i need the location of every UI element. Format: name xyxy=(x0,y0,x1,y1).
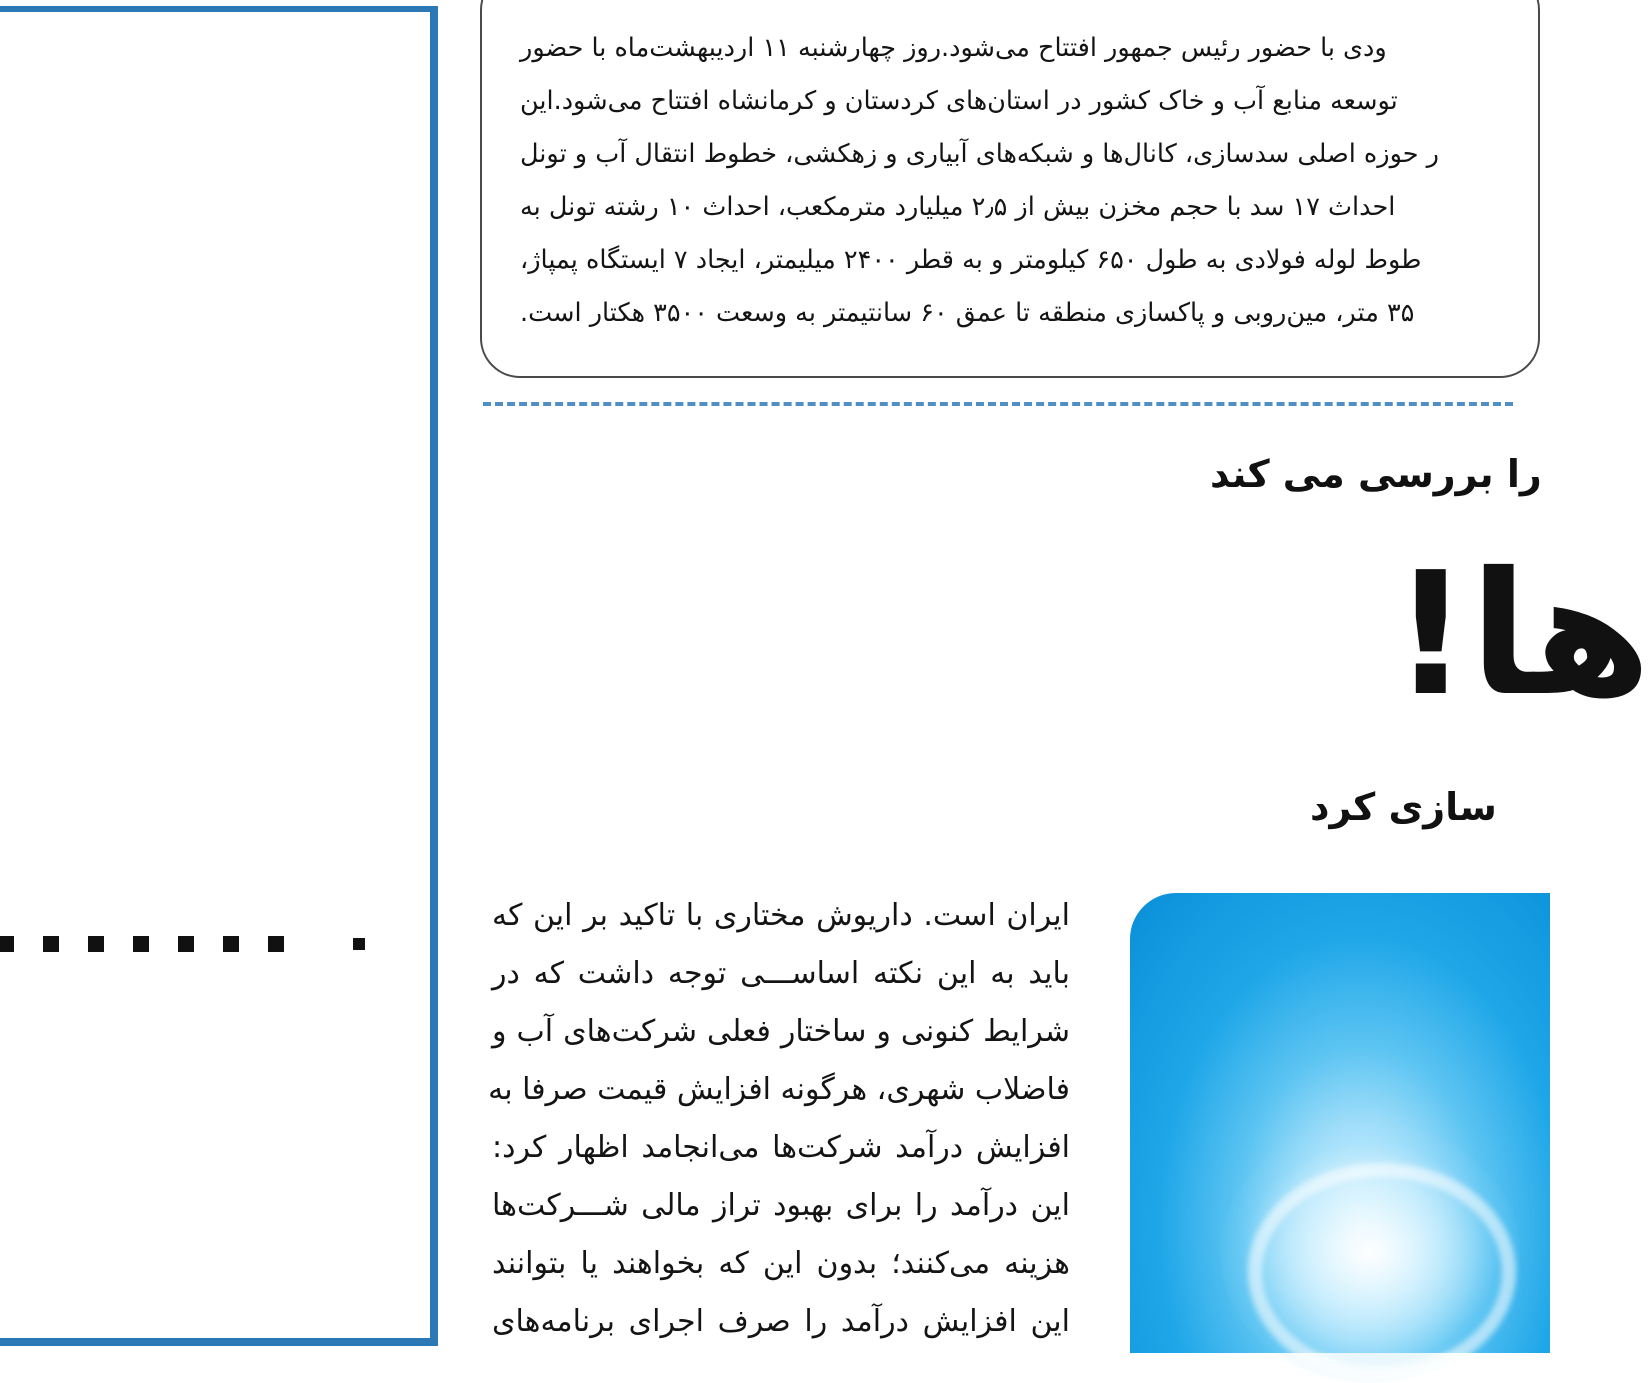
dashed-divider xyxy=(483,402,1513,406)
story-text-line: احداث ۱۷ سد با حجم مخزن بیش از ۲٫۵ میلیارد مترمکعب، احداث ۱۰ رشته تونل به xyxy=(520,192,1396,222)
news-text-line xyxy=(0,868,430,908)
photo-bulb-ring xyxy=(1248,1163,1516,1381)
news-text-line xyxy=(0,1092,430,1132)
left-news-column xyxy=(0,6,438,1346)
story-text-line: ۳۵ متر، مین‌روبی و پاکسازی منطقه تا عمق ۶۰ سانتیمتر به وسعت ۳۵۰۰ هکتار است. xyxy=(520,298,1415,328)
news-text-line xyxy=(0,230,430,270)
news-text-line xyxy=(0,1208,430,1248)
news-text-line xyxy=(0,288,430,328)
story-text-line: ودی با حضور رئیس جمهور افتتاح می‌شود.روز چهارشنبه ۱۱ اردیبهشت‌ماه با حضور xyxy=(520,33,1387,63)
news-headline-registration xyxy=(0,970,430,1010)
dam-project-story-box xyxy=(480,0,1540,378)
story-text-line: ر حوزه اصلی سدسازی، کانال‌ها و شبکه‌های آبیاری و زهکشی، خطوط انتقال آب و تونل xyxy=(520,139,1439,169)
news-text-line xyxy=(0,404,430,444)
news-text-line xyxy=(0,172,430,212)
news-text-line xyxy=(0,752,430,792)
headline-subtitle: سازی کرد xyxy=(1310,785,1497,829)
news-text-line xyxy=(0,346,430,386)
article-text-line: باید به این نکته اساســـی توجه داشت که در xyxy=(492,956,1070,991)
article-text-line: شرایط کنونی و ساختار فعلی شرکت‌های آب و xyxy=(492,1014,1070,1049)
news-text-line xyxy=(0,810,430,850)
headline-title: ها! xyxy=(1392,536,1651,734)
article-text-line: فاضلاب شهری، هرگونه افزایش قیمت صرفا به xyxy=(488,1072,1070,1107)
headline-kicker: را بررسی می کند xyxy=(1210,452,1542,496)
news-text-line xyxy=(0,578,430,618)
news-text-line xyxy=(0,462,430,502)
news-headline-seizure xyxy=(0,50,430,90)
news-text-line xyxy=(0,1034,430,1074)
news-text-line xyxy=(0,1150,430,1190)
story-text-line: توسعه منابع آب و خاک کشور در استان‌های کردستان و کرمانشاه افتتاح می‌شود.این xyxy=(520,86,1398,116)
article-text-line: افزایش درآمد شرکت‌ها می‌انجامد اظهار کرد: xyxy=(492,1130,1070,1165)
news-text-line xyxy=(0,636,430,676)
story-text-line: طوط لوله فولادی به طول ۶۵۰ کیلومتر و به قطر ۲۴۰۰ میلیمتر، ایجاد ۷ ایستگاه پمپاژ، xyxy=(520,245,1422,275)
article-text-line: این افزایش درآمد را صرف اجرای برنامه‌های xyxy=(492,1304,1070,1339)
news-text-line xyxy=(0,114,430,154)
news-text-line xyxy=(0,1316,430,1356)
article-text-line: هزینه می‌کنند؛ بدون این که بخواهند یا بتوانند xyxy=(492,1246,1070,1281)
news-text-line xyxy=(0,694,430,734)
news-text-line xyxy=(0,1266,430,1306)
article-text-line: این درآمد را برای بهبود تراز مالی شـــرکت‌ها xyxy=(492,1188,1070,1223)
article-text-line: ایران است. داریوش مختاری با تاکید بر این که xyxy=(492,898,1070,933)
section-separator-dots xyxy=(0,934,418,954)
news-text-line xyxy=(0,520,430,560)
article-photo xyxy=(1130,893,1550,1353)
